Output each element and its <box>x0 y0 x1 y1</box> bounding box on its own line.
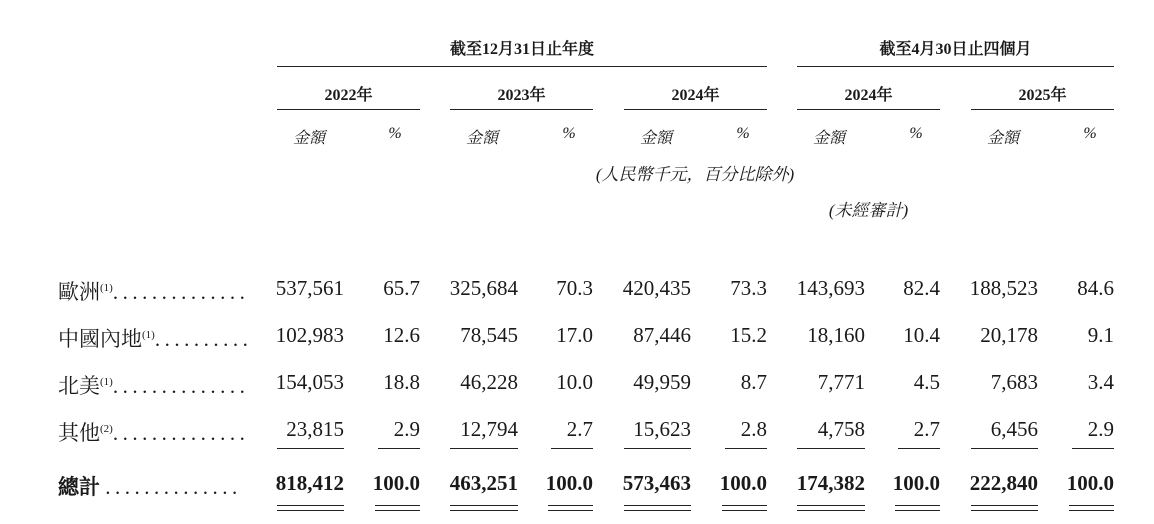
subtotal-rule <box>1072 448 1114 449</box>
cell-pct: 84.6 <box>1077 276 1114 300</box>
currency-note: (人民幣千元，百分比除外) <box>595 165 795 184</box>
row-label-north-america: 北美$^{(1)}$.............. <box>58 374 250 398</box>
cell-pct: 2.7 <box>566 417 593 441</box>
total-pct: 100.0 <box>372 471 420 495</box>
subtotal-rule <box>725 448 767 449</box>
total-double-rule <box>895 505 940 506</box>
cell-amount: 4,758 <box>817 417 865 441</box>
total-double-rule <box>450 505 518 506</box>
total-double-rule <box>971 505 1038 506</box>
cell-pct: 2.9 <box>393 417 420 441</box>
total-double-rule <box>797 510 865 511</box>
year-header: 2023年 <box>497 87 546 104</box>
total-double-rule <box>548 505 593 506</box>
cell-pct: 15.2 <box>730 323 767 347</box>
total-amount: 174,382 <box>796 471 865 495</box>
subtotal-rule <box>378 448 420 449</box>
total-pct: 100.0 <box>545 471 593 495</box>
year-header: 2024年 <box>844 87 893 104</box>
cell-amount: 46,228 <box>460 370 518 394</box>
subtotal-rule <box>797 448 865 449</box>
cell-amount: 102,983 <box>275 323 344 347</box>
unaudited-note: (未經審計) <box>828 201 909 220</box>
row-label-mainland-china: 中國內地$^{(1)}$.......... <box>58 327 253 351</box>
total-double-rule <box>375 505 420 506</box>
cell-amount: 78,545 <box>460 323 518 347</box>
row-label-total: 總計 .............. <box>58 475 242 499</box>
total-pct: 100.0 <box>719 471 767 495</box>
cell-pct: 65.7 <box>383 276 420 300</box>
pct-header: % <box>388 125 402 142</box>
subtotal-rule <box>450 448 518 449</box>
cell-amount: 6,456 <box>990 417 1038 441</box>
cell-amount: 537,561 <box>275 276 344 300</box>
year-rule <box>797 109 940 110</box>
cell-amount: 7,771 <box>817 370 865 394</box>
cell-amount: 154,053 <box>275 370 344 394</box>
cell-amount: 23,815 <box>286 417 344 441</box>
subtotal-rule <box>551 448 593 449</box>
subtotal-rule <box>898 448 940 449</box>
cell-pct: 12.6 <box>383 323 420 347</box>
cell-amount: 49,959 <box>633 370 691 394</box>
amount-header: 金額 <box>465 130 498 147</box>
cell-pct: 2.7 <box>913 417 940 441</box>
subtotal-rule <box>624 448 691 449</box>
cell-pct: 10.4 <box>903 323 940 347</box>
total-double-rule <box>895 510 940 511</box>
amount-header: 金額 <box>986 130 1019 147</box>
cell-pct: 3.4 <box>1087 370 1114 394</box>
pct-header: % <box>909 125 923 142</box>
cell-amount: 143,693 <box>796 276 865 300</box>
cell-pct: 9.1 <box>1087 323 1114 347</box>
total-double-rule <box>624 505 691 506</box>
total-double-rule <box>722 505 767 506</box>
year-header: 2022年 <box>324 87 373 104</box>
total-double-rule <box>624 510 691 511</box>
subtotal-rule <box>971 448 1038 449</box>
cell-amount: 325,684 <box>449 276 518 300</box>
year-rule <box>971 109 1114 110</box>
cell-amount: 188,523 <box>969 276 1038 300</box>
amount-header: 金額 <box>812 130 845 147</box>
cell-pct: 10.0 <box>556 370 593 394</box>
total-double-rule <box>1069 505 1114 506</box>
year-rule <box>450 109 593 110</box>
total-pct: 100.0 <box>1066 471 1114 495</box>
total-amount: 818,412 <box>275 471 344 495</box>
cell-pct: 17.0 <box>556 323 593 347</box>
year-rule <box>624 109 767 110</box>
cell-pct: 82.4 <box>903 276 940 300</box>
cell-pct: 8.7 <box>740 370 767 394</box>
total-amount: 463,251 <box>449 471 518 495</box>
group-header-rule <box>797 66 1114 67</box>
group-header-rule <box>277 66 767 67</box>
total-double-rule <box>277 505 344 506</box>
cell-pct: 4.5 <box>913 370 940 394</box>
year-header: 2025年 <box>1018 87 1067 104</box>
amount-header: 金額 <box>639 130 672 147</box>
total-double-rule <box>375 510 420 511</box>
cell-amount: 87,446 <box>633 323 691 347</box>
pct-header: % <box>736 125 750 142</box>
total-amount: 222,840 <box>969 471 1038 495</box>
total-double-rule <box>277 510 344 511</box>
total-double-rule <box>971 510 1038 511</box>
cell-amount: 12,794 <box>460 417 518 441</box>
pct-header: % <box>1083 125 1097 142</box>
cell-pct: 18.8 <box>383 370 420 394</box>
total-double-rule <box>722 510 767 511</box>
total-amount: 573,463 <box>622 471 691 495</box>
subtotal-rule <box>277 448 344 449</box>
row-label-europe: 歐洲$^{(1)}$.............. <box>58 280 250 304</box>
amount-header: 金額 <box>292 130 325 147</box>
cell-amount: 18,160 <box>807 323 865 347</box>
total-pct: 100.0 <box>892 471 940 495</box>
total-double-rule <box>1069 510 1114 511</box>
total-double-rule <box>450 510 518 511</box>
group-header-fiscal-year: 截至12月31日止年度 <box>449 41 594 58</box>
cell-amount: 20,178 <box>980 323 1038 347</box>
cell-pct: 70.3 <box>556 276 593 300</box>
cell-amount: 15,623 <box>633 417 691 441</box>
row-label-others: 其他$^{(2)}$.............. <box>58 421 250 445</box>
total-double-rule <box>797 505 865 506</box>
year-header: 2024年 <box>671 87 720 104</box>
cell-pct: 2.9 <box>1087 417 1114 441</box>
year-rule <box>277 109 420 110</box>
cell-pct: 73.3 <box>730 276 767 300</box>
cell-pct: 2.8 <box>740 417 767 441</box>
cell-amount: 420,435 <box>622 276 691 300</box>
group-header-four-months: 截至4月30日止四個月 <box>879 41 1032 58</box>
cell-amount: 7,683 <box>990 370 1038 394</box>
total-double-rule <box>548 510 593 511</box>
pct-header: % <box>562 125 576 142</box>
